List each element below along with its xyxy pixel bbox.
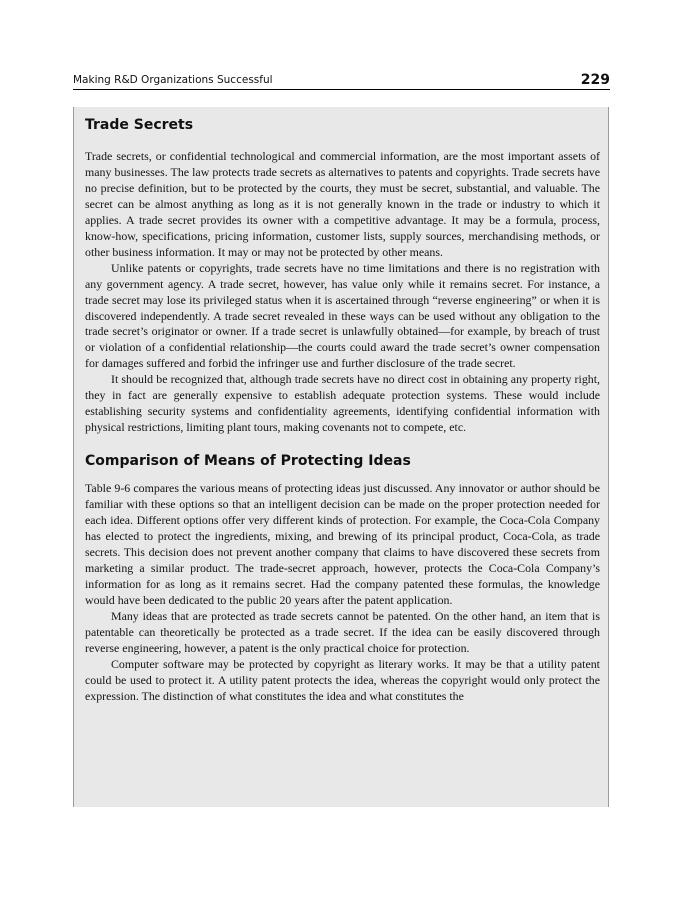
- paragraph: Trade secrets, or confidential technological and commercial information, are the most important assets of many businesses. The law protects trade secrets as alternatives to patents and copyrights. Trade secrets have no precise definition, but to be protected by the courts, they must be secret, substantial, and valuable. The secret can be almost anything as long as it is not generally known in the trade or industry to which it applies. A trade secret provides its owner with a competitive advantage. It may be a formula, process, know-how, specifications, pricing information, customer lists, supply sources, merchandising methods, or other business information. It may or may not be protected by other means.: [85, 149, 600, 259]
- paragraph: Table 9-6 compares the various means of protecting ideas just discussed. Any innovator or author should be familiar with these options so that an intelligent decision can be made on the proper protection needed for each idea. Different options offer very different kinds of protection. For example, the Coca-Cola Company has elected to protect the ingredients, mixing, and brewing of its principal product, Coca-Cola, as trade secrets. This decision does not prevent another company that claims to have discovered these secrets from marketing a similar product. The trade-secret approach, however, protects the Coca-Cola Company’s information for as long as it remains secret. Had the company patented these formulas, the knowledge would have been dedicated to the public 20 years after the patent application.: [85, 481, 600, 607]
- paragraph: It should be recognized that, although trade secrets have no direct cost in obtaining any property right, they in fact are generally expensive to establish adequate protection systems. These would include establishing security systems and confidentiality agreements, identifying confidential information with physical restrictions, limiting plant tours, making covenants not to compete, etc.: [85, 372, 600, 435]
- shaded-sidebar-box: [73, 107, 609, 807]
- section-heading-comparison: Comparison of Means of Protecting Ideas: [85, 453, 411, 470]
- running-title: Making R&D Organizations Successful: [73, 74, 273, 86]
- sidebar-content: [85, 107, 600, 705]
- section-body-trade-secrets: [85, 149, 600, 436]
- page-number: 229: [580, 72, 610, 88]
- paragraph: Computer software may be protected by copyright as literary works. It may be that a utility patent could be used to protect it. A utility patent protects the idea, whereas the copyright would only protect the expression. The distinction of what constitutes the idea and what constitutes the: [85, 656, 600, 703]
- section-body-comparison: [85, 481, 600, 704]
- paragraph: Many ideas that are protected as trade secrets cannot be patented. On the other hand, an item that is patentable can theoretically be protected as a trade secret. If the idea can be easily discovered through reverse engineering, however, a patent is the only practical choice for protection.: [85, 608, 600, 655]
- running-header: [73, 71, 610, 90]
- paragraph: Unlike patents or copyrights, trade secrets have no time limitations and there is no registration with any government agency. A trade secret, however, has value only while it remains secret. For instance, a trade secret may lose its privileged status when it is ascertained through “reverse engineering” or when it is discovered independently. A trade secret revealed in these ways can be used without any obligation to the trade secret’s originator or owner. If a trade secret is unlawfully obtained—for example, by breach of trust or violation of a confidential relationship—the courts could award the trade secret’s owner compensation for damages suffered and forbid the infringer use and further disclosure of the trade secret.: [85, 260, 600, 371]
- section-heading-trade-secrets: Trade Secrets: [85, 117, 194, 133]
